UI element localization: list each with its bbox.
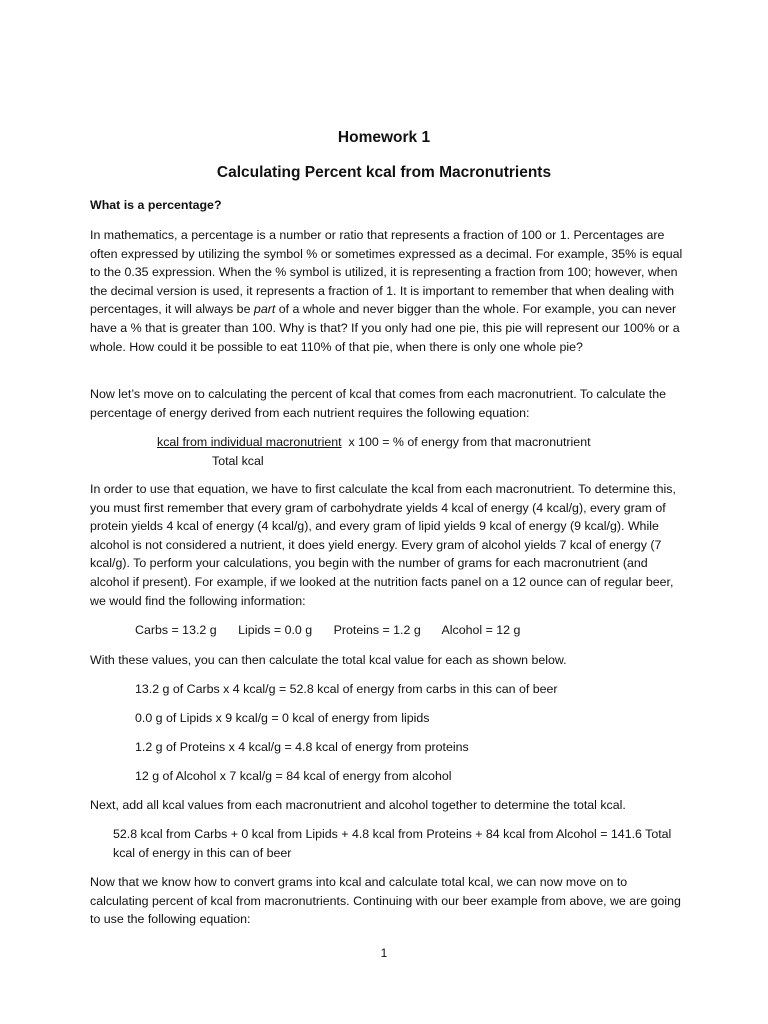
paragraph-total-intro: Next, add all kcal values from each macronutrient and alcohol together to determine the total kcal. — [90, 798, 626, 812]
percent-kcal-equation — [157, 433, 708, 470]
equation-numerator: kcal from individual macronutrient — [157, 435, 342, 449]
calc-proteins: 1.2 g of Proteins x 4 kcal/g = 4.8 kcal of energy from proteins — [135, 740, 469, 754]
section-heading: What is a percentage? — [90, 198, 222, 212]
calc-lipids: 0.0 g of Lipids x 9 kcal/g = 0 kcal of energy from lipids — [135, 711, 430, 725]
lipids-value: Lipids = 0.0 g — [238, 623, 313, 637]
equation-multiplier: x 100 = % of energy from that macronutrient — [341, 435, 591, 449]
emphasized-word: part — [253, 302, 276, 317]
paragraph-equation-intro: Now let’s move on to calculating the percent of kcal that comes from each macronutrient. To calculate the percentage of energy derived from each nutrient requires the following equation: — [90, 387, 666, 420]
paragraph-text: In mathematics, a percentage is a number or ratio that represents a fraction of 100 or 1. Percentages are often expressed by utilizing the symbol % or sometimes expressed as a decimal. For example, 35% is equal to the 0.35 expression. When the % symbol is utilized, it is representing a fraction from 100; however, when the decimal version is used, it represents a fraction of 1. It is important to remember that when dealing with percentages, it will always be — [90, 228, 683, 317]
calc-alcohol: 12 g of Alcohol x 7 kcal/g = 84 kcal of energy from alcohol — [135, 769, 452, 783]
equation-denominator: Total kcal — [212, 453, 264, 468]
document-subtitle: Calculating Percent kcal from Macronutrients — [216, 164, 552, 181]
proteins-value: Proteins = 1.2 g — [333, 623, 421, 637]
carbs-value: Carbs = 13.2 g — [135, 623, 217, 637]
calc-carbs: 13.2 g of Carbs x 4 kcal/g = 52.8 kcal of energy from carbs in this can of beer — [135, 682, 558, 696]
paragraph-text: of a whole and never bigger than the whole. For example, you can never have a % that is greater than 100. Why is that? If you only had one pie, this pie will represent our 100% or a whole. How could it be possible to eat 110% of that pie, when there is only one whole pie? — [90, 302, 680, 354]
paragraph-next-equation: Now that we know how to convert grams into kcal and calculate total kcal, we can now move on to calculating percent of kcal from macronutrients. Continuing with our beer example from above, we are going to use the following equation: — [90, 875, 681, 927]
document-title: Homework 1 — [337, 129, 431, 146]
page-number: 1 — [380, 946, 388, 960]
paragraph-percentage-definition — [90, 226, 688, 356]
alcohol-value: Alcohol = 12 g — [441, 623, 521, 637]
paragraph-kcal-per-gram: In order to use that equation, we have to first calculate the kcal from each macronutrient. To determine this, you must first remember that every gram of carbohydrate yields 4 kcal of energy (4 kcal/g), every gram of protein yields 4 kcal of energy (4 kcal/g), and every gram of lipid yields 9 kcal of energy (9 kcal/g). While alcohol is not considered a nutrient, it does yield energy. Every gram of alcohol yields 7 kcal of energy (7 kcal/g). To perform your calculations, you begin with the number of grams for each macronutrient (and alcohol if present). For example, if we looked at the nutrition facts panel on a 12 ounce can of regular beer, we would find the following information: — [90, 482, 676, 608]
paragraph-calc-intro: With these values, you can then calculate the total kcal value for each as shown below. — [90, 653, 567, 667]
equation-line — [157, 433, 708, 452]
total-kcal-line: 52.8 kcal from Carbs + 0 kcal from Lipids + 4.8 kcal from Proteins + 84 kcal from Alcohol = 141.6 Total kcal of energy in this can of beer — [113, 827, 672, 860]
nutrition-values-line — [135, 621, 688, 640]
